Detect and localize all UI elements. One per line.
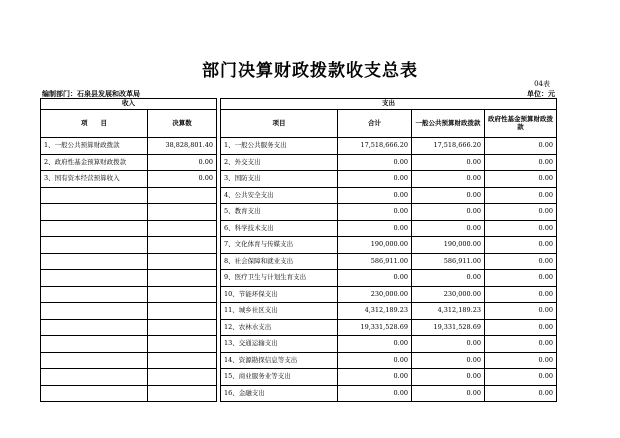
general-budget-cell: 0.00 — [412, 385, 485, 402]
table-row — [41, 385, 557, 402]
fund-budget-cell: 0.00 — [485, 171, 557, 188]
compiling-unit: 编制部门：石泉县发展和改革局 — [42, 89, 140, 98]
fund-budget-cell: 0.00 — [485, 138, 557, 155]
fund-budget-cell: 0.00 — [485, 204, 557, 221]
expense-item-cell: 8、社会保障和就业支出 — [221, 253, 338, 270]
total-cell: 0.00 — [338, 171, 412, 188]
income-section-header: 收入 — [41, 99, 217, 110]
table-row — [41, 336, 557, 353]
income-amount-cell: 38,828,801.40 — [148, 138, 217, 155]
total-header: 合计 — [338, 110, 412, 138]
total-cell: 17,518,666.20 — [338, 138, 412, 155]
general-budget-cell: 0.00 — [412, 270, 485, 287]
income-item-header: 项 目 — [41, 110, 148, 138]
general-budget-cell: 0.00 — [412, 369, 485, 386]
fund-budget-cell: 0.00 — [485, 385, 557, 402]
expense-item-cell: 11、城乡社区支出 — [221, 303, 338, 320]
income-amount-cell — [148, 253, 217, 270]
table-row — [41, 220, 557, 237]
expense-item-cell: 13、交通运输支出 — [221, 336, 338, 353]
expense-item-cell: 12、农林水支出 — [221, 319, 338, 336]
general-budget-cell: 0.00 — [412, 154, 485, 171]
fund-budget-header: 政府性基金预算财政拨款 — [485, 110, 557, 138]
income-amount-cell — [148, 220, 217, 237]
fund-budget-cell: 0.00 — [485, 154, 557, 171]
table-row — [41, 154, 557, 171]
total-cell: 230,000.00 — [338, 286, 412, 303]
table-row — [41, 270, 557, 287]
fund-budget-cell: 0.00 — [485, 220, 557, 237]
total-cell: 0.00 — [338, 369, 412, 386]
income-item-cell — [41, 319, 148, 336]
income-amount-cell — [148, 336, 217, 353]
total-cell: 586,911.00 — [338, 253, 412, 270]
expense-item-cell: 6、科学技术支出 — [221, 220, 338, 237]
income-item-cell — [41, 187, 148, 204]
fund-budget-cell: 0.00 — [485, 303, 557, 320]
table-row — [41, 369, 557, 386]
income-amount-cell — [148, 352, 217, 369]
expense-item-cell: 10、节能环保支出 — [221, 286, 338, 303]
expense-item-cell: 3、国防支出 — [221, 171, 338, 188]
general-budget-cell: 0.00 — [412, 204, 485, 221]
income-item-cell: 2、政府性基金预算财政拨款 — [41, 154, 148, 171]
budget-summary-table — [40, 98, 557, 402]
column-header-row — [41, 110, 557, 138]
income-item-cell — [41, 270, 148, 287]
income-amount-cell — [148, 319, 217, 336]
income-item-cell: 1、一般公共预算财政拨款 — [41, 138, 148, 155]
total-cell: 0.00 — [338, 204, 412, 221]
section-header-row — [41, 99, 557, 110]
expense-item-cell: 9、医疗卫生与计划生育支出 — [221, 270, 338, 287]
fund-budget-cell: 0.00 — [485, 286, 557, 303]
total-cell: 4,312,189.23 — [338, 303, 412, 320]
expense-item-cell: 2、外交支出 — [221, 154, 338, 171]
fund-budget-cell: 0.00 — [485, 336, 557, 353]
total-cell: 0.00 — [338, 385, 412, 402]
total-cell: 0.00 — [338, 187, 412, 204]
expense-item-cell: 1、一般公共服务支出 — [221, 138, 338, 155]
expense-item-cell: 16、金融支出 — [221, 385, 338, 402]
table-row — [41, 253, 557, 270]
table-row — [41, 352, 557, 369]
income-amount-cell: 0.00 — [148, 171, 217, 188]
table-row — [41, 204, 557, 221]
income-item-cell — [41, 253, 148, 270]
income-item-cell — [41, 303, 148, 320]
income-amount-cell — [148, 204, 217, 221]
income-item-cell — [41, 204, 148, 221]
general-budget-cell: 0.00 — [412, 187, 485, 204]
table-row — [41, 286, 557, 303]
general-budget-header: 一般公共预算财政拨款 — [412, 110, 485, 138]
total-cell: 0.00 — [338, 154, 412, 171]
income-item-cell — [41, 352, 148, 369]
fund-budget-cell: 0.00 — [485, 270, 557, 287]
table-row — [41, 303, 557, 320]
income-amount-cell: 0.00 — [148, 154, 217, 171]
total-cell: 190,000.00 — [338, 237, 412, 254]
income-item-cell — [41, 220, 148, 237]
expense-section-header: 支出 — [221, 99, 557, 110]
income-amount-cell — [148, 303, 217, 320]
fund-budget-cell: 0.00 — [485, 187, 557, 204]
income-amount-cell — [148, 187, 217, 204]
expense-item-header: 项目 — [221, 110, 338, 138]
form-number: 04表 — [534, 80, 550, 88]
total-cell: 0.00 — [338, 220, 412, 237]
fund-budget-cell: 0.00 — [485, 352, 557, 369]
page-title: 部门决算财政拨款收支总表 — [202, 61, 418, 81]
expense-item-cell: 14、资源勘探信息等支出 — [221, 352, 338, 369]
expense-item-cell: 4、公共安全支出 — [221, 187, 338, 204]
income-item-cell — [41, 369, 148, 386]
general-budget-cell: 190,000.00 — [412, 237, 485, 254]
fund-budget-cell: 0.00 — [485, 237, 557, 254]
income-item-cell — [41, 385, 148, 402]
expense-item-cell: 5、教育支出 — [221, 204, 338, 221]
general-budget-cell: 586,911.00 — [412, 253, 485, 270]
general-budget-cell: 230,000.00 — [412, 286, 485, 303]
general-budget-cell: 17,518,666.20 — [412, 138, 485, 155]
fund-budget-cell: 0.00 — [485, 319, 557, 336]
general-budget-cell: 0.00 — [412, 352, 485, 369]
general-budget-cell: 0.00 — [412, 171, 485, 188]
income-item-cell: 3、国有资本经营预算收入 — [41, 171, 148, 188]
general-budget-cell: 0.00 — [412, 336, 485, 353]
table-row — [41, 237, 557, 254]
income-amount-cell — [148, 237, 217, 254]
income-amount-cell — [148, 369, 217, 386]
table-row — [41, 187, 557, 204]
income-amount-cell — [148, 385, 217, 402]
income-amount-cell — [148, 270, 217, 287]
general-budget-cell: 4,312,189.23 — [412, 303, 485, 320]
expense-item-cell: 15、商业服务业等支出 — [221, 369, 338, 386]
general-budget-cell: 0.00 — [412, 220, 485, 237]
currency-unit: 单位：元 — [527, 89, 555, 98]
income-item-cell — [41, 286, 148, 303]
income-item-cell — [41, 237, 148, 254]
table-row — [41, 138, 557, 155]
income-amount-header: 决算数 — [148, 110, 217, 138]
total-cell: 0.00 — [338, 336, 412, 353]
total-cell: 19,331,528.69 — [338, 319, 412, 336]
total-cell: 0.00 — [338, 352, 412, 369]
fund-budget-cell: 0.00 — [485, 253, 557, 270]
income-item-cell — [41, 336, 148, 353]
income-amount-cell — [148, 286, 217, 303]
total-cell: 0.00 — [338, 270, 412, 287]
general-budget-cell: 19,331,528.69 — [412, 319, 485, 336]
table-row — [41, 319, 557, 336]
fund-budget-cell: 0.00 — [485, 369, 557, 386]
table-row — [41, 171, 557, 188]
expense-item-cell: 7、文化体育与传媒支出 — [221, 237, 338, 254]
